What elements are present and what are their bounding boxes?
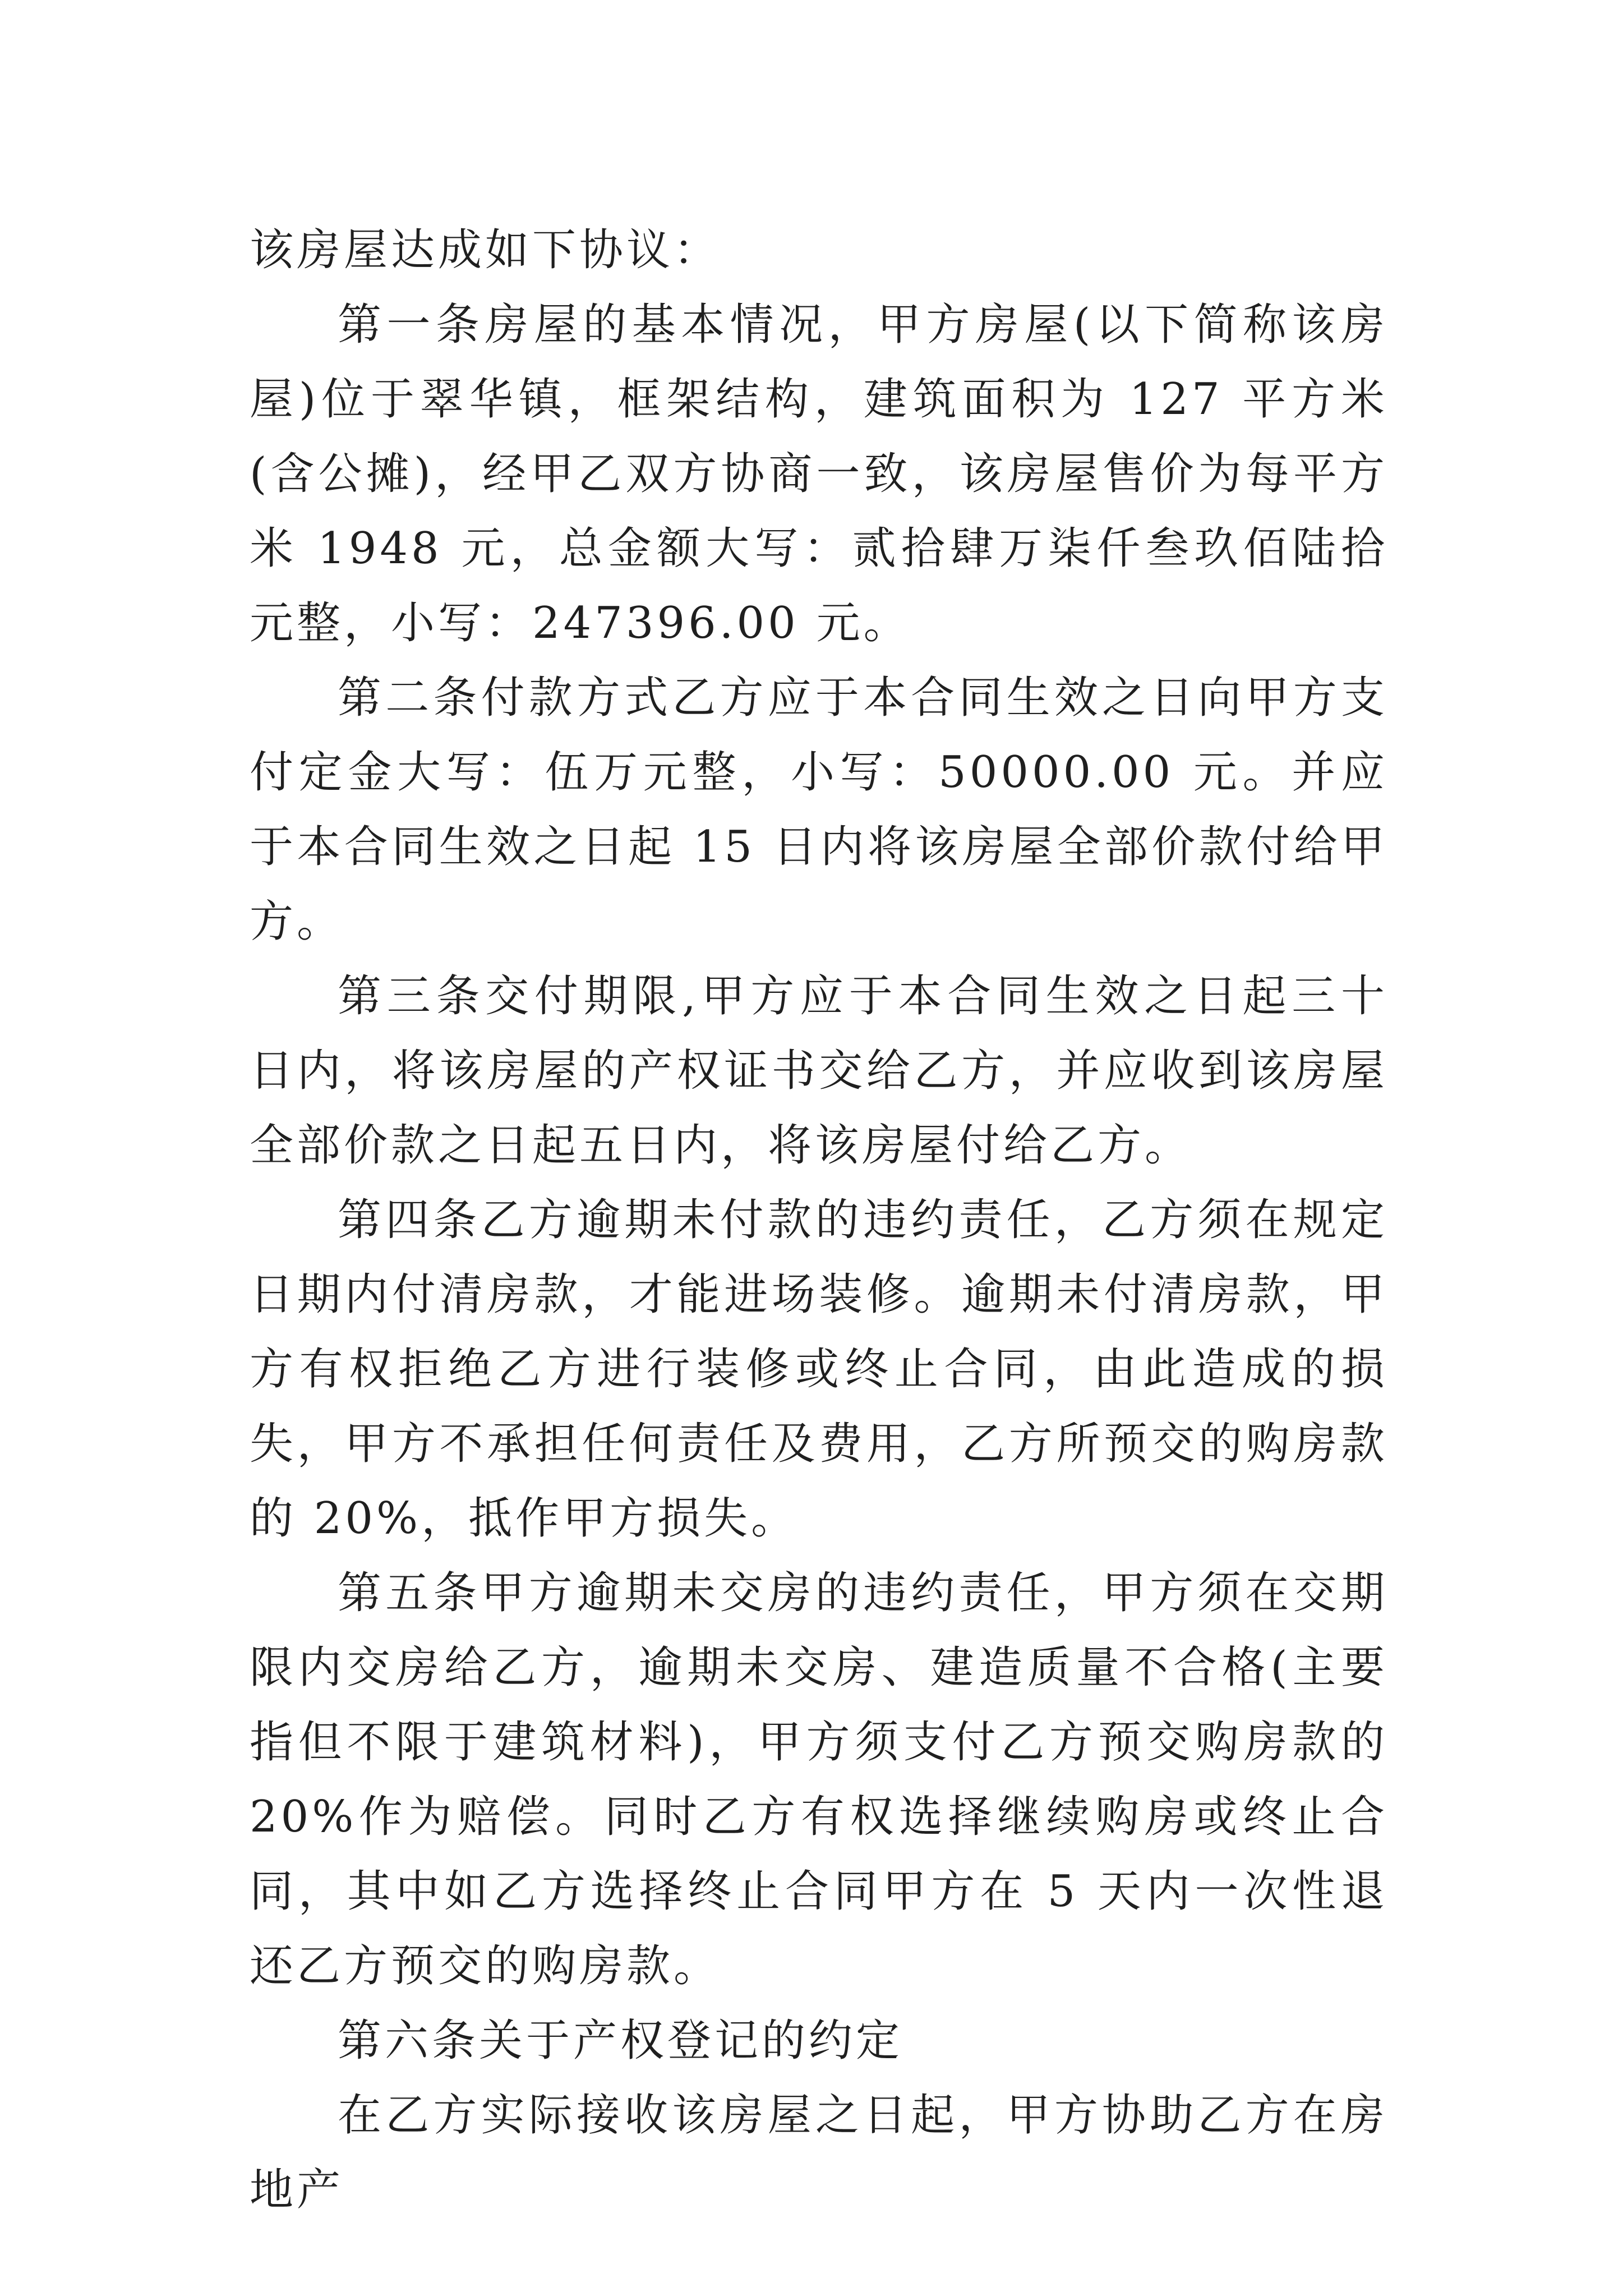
paragraph-article-5: 第五条甲方逾期未交房的违约责任，甲方须在交期限内交房给乙方，逾期未交房、建造质量不合格(主要指但不限于建筑材料)，甲方须支付乙方预交购房款的 20%作为赔偿。同时乙方有权选择继续购房或终止合同，其中如乙方选择终止合同甲方在 5 天内一次性退还乙方预交的购房款。 [250, 1568, 1388, 1991]
paragraph-article-1: 第一条房屋的基本情况，甲方房屋(以下简称该房屋)位于翠华镇，框架结构，建筑面积为 127 平方米(含公摊)，经甲乙双方协商一致，该房屋售价为每平方米 1948 元，总金额大写：贰拾肆万柒仟叁玖佰陆拾元整，小写：247396.00 元。 [250, 300, 1388, 648]
paragraph-article-6-body: 在乙方实际接收该房屋之日起，甲方协助乙方在房地产 [250, 2090, 1388, 2215]
paragraph-article-3: 第三条交付期限,甲方应于本合同生效之日起三十日内，将该房屋的产权证书交给乙方，并应收到该房屋全部价款之日起五日内，将该房屋付给乙方。 [250, 971, 1388, 1171]
paragraph-article-2: 第二条付款方式乙方应于本合同生效之日向甲方支付定金大写：伍万元整，小写：50000.00 元。并应于本合同生效之日起 15 日内将该房屋全部价款付给甲方。 [250, 673, 1388, 947]
paragraph-intro: 该房屋达成如下协议： [250, 225, 721, 275]
contract-body [250, 213, 1388, 2228]
paragraph-article-6-heading: 第六条关于产权登记的约定 [338, 2016, 903, 2066]
paragraph-article-4: 第四条乙方逾期未付款的违约责任，乙方须在规定日期内付清房款，才能进场装修。逾期未付清房款，甲方有权拒绝乙方进行装修或终止合同，由此造成的损失，甲方不承担任何责任及费用，乙方所预交的购房款的 20%，抵作甲方损失。 [250, 1195, 1388, 1544]
